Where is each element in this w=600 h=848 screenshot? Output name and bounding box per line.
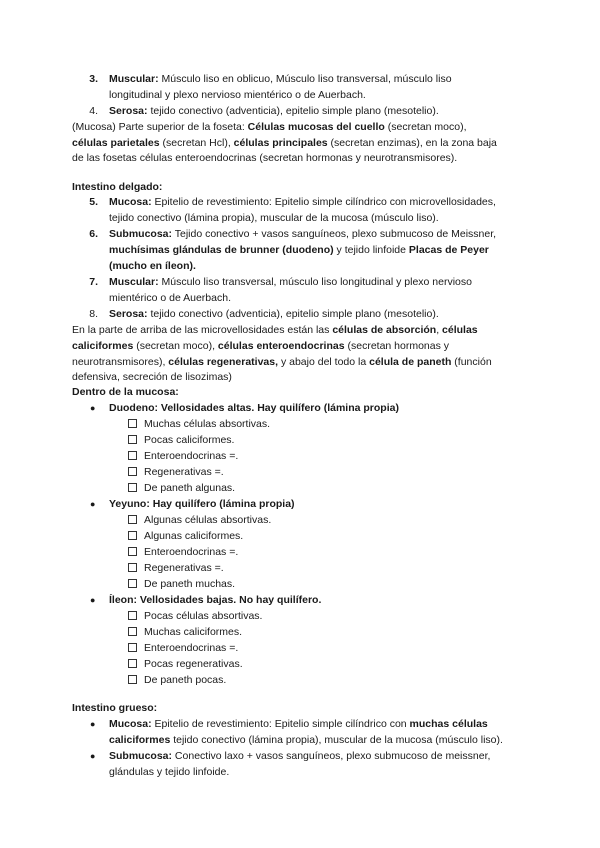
- list-item-muscular: [109, 276, 472, 289]
- list-number: 6.: [89, 228, 98, 240]
- text: neurotransmisores),: [72, 356, 169, 368]
- bullet-icon: ●: [90, 719, 96, 729]
- checkbox[interactable]: [128, 531, 137, 540]
- paragraph-line: [72, 324, 478, 337]
- paragraph-line: defensiva, secreción de lisozimas): [72, 371, 232, 383]
- bold-text: muchas células: [409, 718, 488, 730]
- text: y tejido linfoide: [333, 244, 409, 256]
- bullet-icon: ●: [90, 403, 96, 413]
- checkbox[interactable]: [128, 643, 137, 652]
- bold-text: células: [442, 324, 478, 336]
- checklist-item: De paneth muchas.: [144, 578, 236, 590]
- text: tejido conectivo (adventicia), epitelio simple plano (mesotelio).: [147, 105, 439, 117]
- checklist-item: Enteroendocrinas =.: [144, 642, 239, 654]
- list-item-continuation: (mucho en íleon).: [109, 260, 196, 272]
- bold-text: células parietales: [72, 137, 160, 149]
- subsection-title: Íleon: Vellosidades bajas. No hay quilífero.: [109, 594, 322, 606]
- paragraph-line: [72, 137, 497, 150]
- text: Tejido conectivo + vasos sanguíneos, plexo submucoso de Meissner,: [172, 228, 497, 240]
- text: Músculo liso transversal, músculo liso longitudinal y plexo nervioso: [158, 276, 472, 288]
- list-item-mucosa: [109, 718, 488, 731]
- checklist-item: De paneth algunas.: [144, 482, 236, 494]
- text: Músculo liso en oblicuo, Músculo liso transversal, músculo liso: [158, 73, 452, 85]
- term: Serosa:: [109, 308, 148, 320]
- text: (secretan Hcl),: [159, 137, 234, 149]
- section-heading: Intestino delgado:: [72, 181, 163, 193]
- list-item-continuation: tejido conectivo (lámina propia), muscular de la mucosa (músculo liso).: [109, 212, 439, 224]
- text: tejido conectivo (lámina propia), muscular de la mucosa (músculo liso).: [170, 734, 503, 746]
- bold-text: célula de paneth: [369, 356, 452, 368]
- bold-text: muchísimas glándulas de brunner (duodeno): [109, 244, 334, 256]
- paragraph-line: [72, 356, 492, 369]
- text: Conectivo laxo + vasos sanguíneos, plexo submucoso de meissner,: [172, 750, 491, 762]
- paragraph-line: [72, 340, 449, 353]
- term: Muscular:: [109, 73, 159, 85]
- section-heading: Intestino grueso:: [72, 702, 158, 714]
- text: tejido conectivo (adventicia), epitelio simple plano (mesotelio).: [147, 308, 439, 320]
- bold-text: caliciformes: [72, 340, 134, 352]
- checkbox[interactable]: [128, 515, 137, 524]
- text: (secretan enzimas), en la zona baja: [327, 137, 497, 149]
- list-item-submucosa: [109, 228, 496, 241]
- term: Mucosa:: [109, 196, 152, 208]
- text: (secretan hormonas y: [344, 340, 450, 352]
- checklist-item: Muchas células absortivas.: [144, 418, 271, 430]
- checklist-item: Algunas caliciformes.: [144, 530, 244, 542]
- list-item-continuation: longitudinal y plexo nervioso mientérico o de Auerbach.: [109, 89, 366, 101]
- checkbox[interactable]: [128, 547, 137, 556]
- checkbox[interactable]: [128, 563, 137, 572]
- list-item-mucosa: [109, 196, 496, 209]
- bullet-icon: ●: [90, 751, 96, 761]
- checklist-item: Algunas células absortivas.: [144, 514, 272, 526]
- term: Submucosa:: [109, 228, 173, 240]
- bold-text: Células mucosas del cuello: [247, 121, 385, 133]
- list-item-serosa: [109, 308, 439, 321]
- bullet-icon: ●: [90, 595, 96, 605]
- text: Epitelio de revestimiento: Epitelio simple cilíndrico con: [151, 718, 410, 730]
- text: (Mucosa) Parte superior de la foseta:: [72, 121, 248, 133]
- checklist-item: Muchas caliciformes.: [144, 626, 243, 638]
- checklist-item: De paneth pocas.: [144, 674, 227, 686]
- checkbox[interactable]: [128, 419, 137, 428]
- text: y abajo del todo la: [278, 356, 370, 368]
- text: (función: [451, 356, 492, 368]
- list-number: 7.: [89, 276, 98, 288]
- checkbox[interactable]: [128, 579, 137, 588]
- term: Serosa:: [109, 105, 148, 117]
- list-item-continuation: [109, 734, 503, 747]
- bullet-icon: ●: [90, 499, 96, 509]
- bold-text: células de absorción: [332, 324, 437, 336]
- list-item-continuation: mientérico o de Auerbach.: [109, 292, 231, 304]
- bold-text: células principales: [233, 137, 328, 149]
- list-item-muscular: [109, 73, 452, 86]
- checklist-item: Enteroendocrinas =.: [144, 450, 239, 462]
- checklist-item: Pocas células absortivas.: [144, 610, 263, 622]
- bold-text: células regenerativas,: [168, 356, 279, 368]
- checkbox[interactable]: [128, 675, 137, 684]
- checklist-item: Regenerativas =.: [144, 562, 224, 574]
- text: ,: [436, 324, 443, 336]
- list-item-serosa: [109, 105, 439, 118]
- list-item-continuation: glándulas y tejido linfoide.: [109, 766, 230, 778]
- list-number: 4.: [89, 105, 98, 117]
- list-item-submucosa: [109, 750, 490, 763]
- checkbox[interactable]: [128, 659, 137, 668]
- bold-text: caliciformes: [109, 734, 171, 746]
- checklist-item: Pocas caliciformes.: [144, 434, 235, 446]
- checkbox[interactable]: [128, 611, 137, 620]
- checklist-item: Regenerativas =.: [144, 466, 224, 478]
- list-number: 8.: [89, 308, 98, 320]
- text: Epitelio de revestimiento: Epitelio simple cilíndrico con microvellosidades,: [151, 196, 496, 208]
- paragraph-line: de las fosetas células enteroendocrinas (secretan hormonas y neurotransmisores).: [72, 152, 458, 164]
- checklist-item: Enteroendocrinas =.: [144, 546, 239, 558]
- checkbox[interactable]: [128, 467, 137, 476]
- paragraph-line: [72, 121, 467, 134]
- checkbox[interactable]: [128, 451, 137, 460]
- checkbox[interactable]: [128, 483, 137, 492]
- text: (secretan moco),: [133, 340, 218, 352]
- checklist-item: Pocas regenerativas.: [144, 658, 243, 670]
- checkbox[interactable]: [128, 627, 137, 636]
- list-number: 5.: [89, 196, 98, 208]
- term: Muscular:: [109, 276, 159, 288]
- subsection-title: Yeyuno: Hay quilífero (lámina propia): [109, 498, 295, 510]
- text: En la parte de arriba de las microvellosidades están las: [72, 324, 333, 336]
- section-heading: Dentro de la mucosa:: [72, 386, 179, 398]
- list-number: 3.: [89, 73, 98, 85]
- bold-text: células enteroendocrinas: [217, 340, 345, 352]
- subsection-title: Duodeno: Vellosidades altas. Hay quilífero (lámina propia): [109, 402, 399, 414]
- checkbox[interactable]: [128, 435, 137, 444]
- term: Mucosa:: [109, 718, 152, 730]
- list-item-continuation: [109, 244, 489, 257]
- term: Submucosa:: [109, 750, 173, 762]
- bold-text: Placas de Peyer: [408, 244, 489, 256]
- text: (secretan moco),: [384, 121, 467, 133]
